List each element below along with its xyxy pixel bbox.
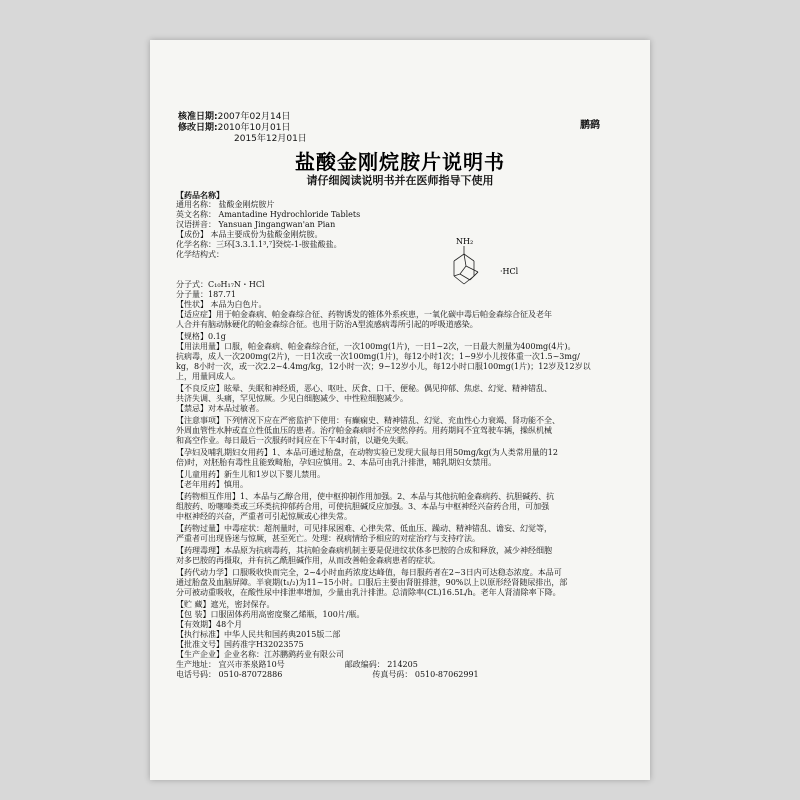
chemical-structure-diagram [448, 234, 538, 296]
section-pk-1: 【药代动力学】口服吸收快而完全，2~4小时血药浓度达峰值，每日服药者在2~3日内可达稳态浓度。本品可 [176, 568, 562, 577]
revision-label: 修改日期: [178, 123, 218, 133]
section-usage-3: kg，8小时一次，或一次2.2~4.4mg/kg，12小时一次；9~12岁小儿，每12小时口服100mg(1片)；12岁及12岁以 [176, 362, 591, 371]
section-pregnancy-1: 【孕妇及哺乳期妇女用药】1、本品可通过胎盘，在动物实验已发现大鼠每日用50mg/kg(为人类常用量的12 [176, 448, 558, 457]
structure-spacer [176, 260, 628, 280]
section-overdose-2: 严重者可出现昏迷与惊厥，甚至死亡。处理：视病情给予相应的对症治疗与支持疗法。 [176, 534, 480, 543]
section-validity: 【有效期】48个月 [176, 620, 243, 629]
manufacturer-address: 生产地址： 宜兴市茶泉路10号 [176, 660, 285, 669]
section-drug-name: 【药品名称】 [176, 190, 224, 200]
section-adverse-2: 共济失调、头痛，罕见惊厥。少见白细胞减少、中性粒细胞减少。 [176, 394, 408, 403]
revision-date-2: 2015年12月01日 [234, 134, 307, 144]
section-pk-3: 分可被动重吸收，在酸性尿中排泄率增加，少量由乳汁排泄。总清除率(CL)16.5L/h。老年人肾清除率下降。 [176, 588, 561, 597]
leaflet-body [176, 190, 628, 680]
chemical-name: 化学名称：三环[3.3.1.1³,⁷]癸烷-1-胺盐酸盐。 [176, 240, 342, 249]
section-pk-2: 通过胎盘及血脑屏障。半衰期(t₁/₂)为11~15小时。口服后主要由肾脏排泄，90%以上以原形经肾随尿排出，部 [176, 578, 568, 587]
section-usage-4: 上，用量同成人。 [176, 372, 240, 381]
section-overdose-1: 【药物过量】中毒症状：超剂量时，可见排尿困难、心律失常、低血压、躁动、精神错乱、谵妄、幻觉等， [176, 524, 552, 533]
pinyin-name: 汉语拼音： Yansuan Jingangwan'an Pian [176, 220, 336, 229]
mol-nh2-label: NH₂ [456, 237, 474, 246]
section-specification: 【规格】0.1g [176, 332, 226, 341]
revision-date-line-2 [178, 134, 307, 145]
section-manufacturer: 【生产企业】企业名称：江苏鹏鹞药业有限公司 [176, 650, 344, 659]
section-adverse-1: 【不良反应】眩晕、失眠和神经质，恶心、呕吐、厌食、口干、便秘。偶见抑郁、焦虑、幻觉、精神错乱、 [176, 384, 552, 393]
manufacturer-phone: 电话号码： 0510-87072886 [176, 670, 283, 679]
section-caution-1: 【注意事项】下列情况下应在严密监护下使用：有癫痫史、精神错乱、幻觉、充血性心力衰竭、肾功能不全、 [176, 416, 560, 425]
revision-date-line [178, 123, 307, 134]
structure-label: 化学结构式： [176, 250, 224, 259]
approval-date: 2007年02月14日 [217, 112, 291, 122]
molecular-formula: 分子式：C₁₀H₁₇N・HCl [176, 280, 265, 289]
revision-date-1: 2010年10月01日 [217, 123, 291, 133]
section-storage: 【贮 藏】遮光，密封保存。 [176, 600, 275, 609]
section-indication-2: 人合并有脑动脉硬化的帕金森综合征。也用于防治A型流感病毒所引起的呼吸道感染。 [176, 320, 478, 329]
section-contraindication: 【禁忌】对本品过敏者。 [176, 404, 264, 413]
adamantane-cage [454, 246, 478, 284]
section-pharmacology-2: 对多巴胺的再摄取，并有抗乙酰胆碱作用，从而改善帕金森病患者的症状。 [176, 556, 440, 565]
address-line [176, 660, 628, 670]
section-usage-2: 抗病毒，成人一次200mg(2片)，一日1次或一次100mg(1片)，每12小时1次；1~9岁小儿按体重一次1.5~3mg/ [176, 352, 580, 361]
section-indication-1: 【适应症】用于帕金森病、帕金森综合征、药物诱发的锥体外系疾患，一氧化碳中毒后帕金森综合征及老年 [176, 310, 552, 319]
approval-date-line [178, 112, 307, 123]
document-title: 盐酸金刚烷胺片说明书 [295, 150, 505, 174]
section-pregnancy-2: 倍)时，对胚胎有毒性且能致畸胎，孕妇应慎用。2、本品可由乳汁排泄，哺乳期妇女禁用。 [176, 458, 497, 467]
mol-hcl-label: ·HCl [500, 267, 519, 276]
date-block [178, 112, 307, 145]
section-usage-1: 【用法用量】口服，帕金森病、帕金森综合征，一次100mg(1片)，一日1~2次，一日最大剂量为400mg(4片)。 [176, 342, 576, 351]
section-children: 【儿童用药】新生儿和1岁以下婴儿禁用。 [176, 470, 326, 479]
manufacturer-fax: 传真号码： 0510-87062991 [372, 670, 479, 679]
section-approval-number: 【批准文号】国药准字H32023575 [176, 640, 304, 649]
section-interaction-2: 组胺药、吩噻嗪类或三环类抗抑郁药合用，可使抗胆碱反应加强。3、本品与中枢神经兴奋药合用，可加强 [176, 502, 550, 511]
section-elderly: 【老年用药】慎用。 [176, 480, 248, 489]
approval-label: 核准日期: [178, 112, 218, 122]
section-appearance: 【性状】 本品为白色片。 [176, 300, 267, 309]
section-interaction-1: 【药物相互作用】1、本品与乙醇合用，使中枢抑制作用加强。2、本品与其他抗帕金森病药、抗胆碱药、抗 [176, 492, 555, 501]
manufacturer-postcode: 邮政编码： 214205 [344, 660, 418, 669]
section-package: 【包 装】口服固体药用高密度聚乙烯瓶，100片/瓶。 [176, 610, 365, 619]
document-subtitle: 请仔细阅读说明书并在医师指导下使用 [306, 174, 494, 187]
generic-name: 通用名称： 盐酸金刚烷胺片 [176, 200, 275, 209]
section-pharmacology-1: 【药理毒理】本品原为抗病毒药，其抗帕金森病机制主要是促进纹状体多巴胺的合成和释放，减少神经细胞 [176, 546, 552, 555]
brand-logo: 鹏鹞 [580, 120, 600, 131]
molecular-weight: 分子量：187.71 [176, 290, 236, 299]
section-composition: 【成份】 本品主要成份为盐酸金刚烷胺。 [176, 230, 323, 239]
section-caution-2: 外周血管性水肿或直立性低血压的患者。治疗帕金森病时不应突然停药。用药期间不宜驾驶车辆，操纵机械 [176, 426, 552, 435]
english-name: 英文名称： Amantadine Hydrochloride Tablets [176, 210, 361, 219]
contact-line [176, 670, 628, 680]
section-standard: 【执行标准】中华人民共和国药典2015版二部 [176, 630, 341, 639]
section-interaction-3: 中枢神经的兴奋，严重者可引起惊厥或心律失常。 [176, 512, 352, 521]
section-caution-3: 和高空作业。每日最后一次服药时间应在下午4时前，以避免失眠。 [176, 436, 414, 445]
